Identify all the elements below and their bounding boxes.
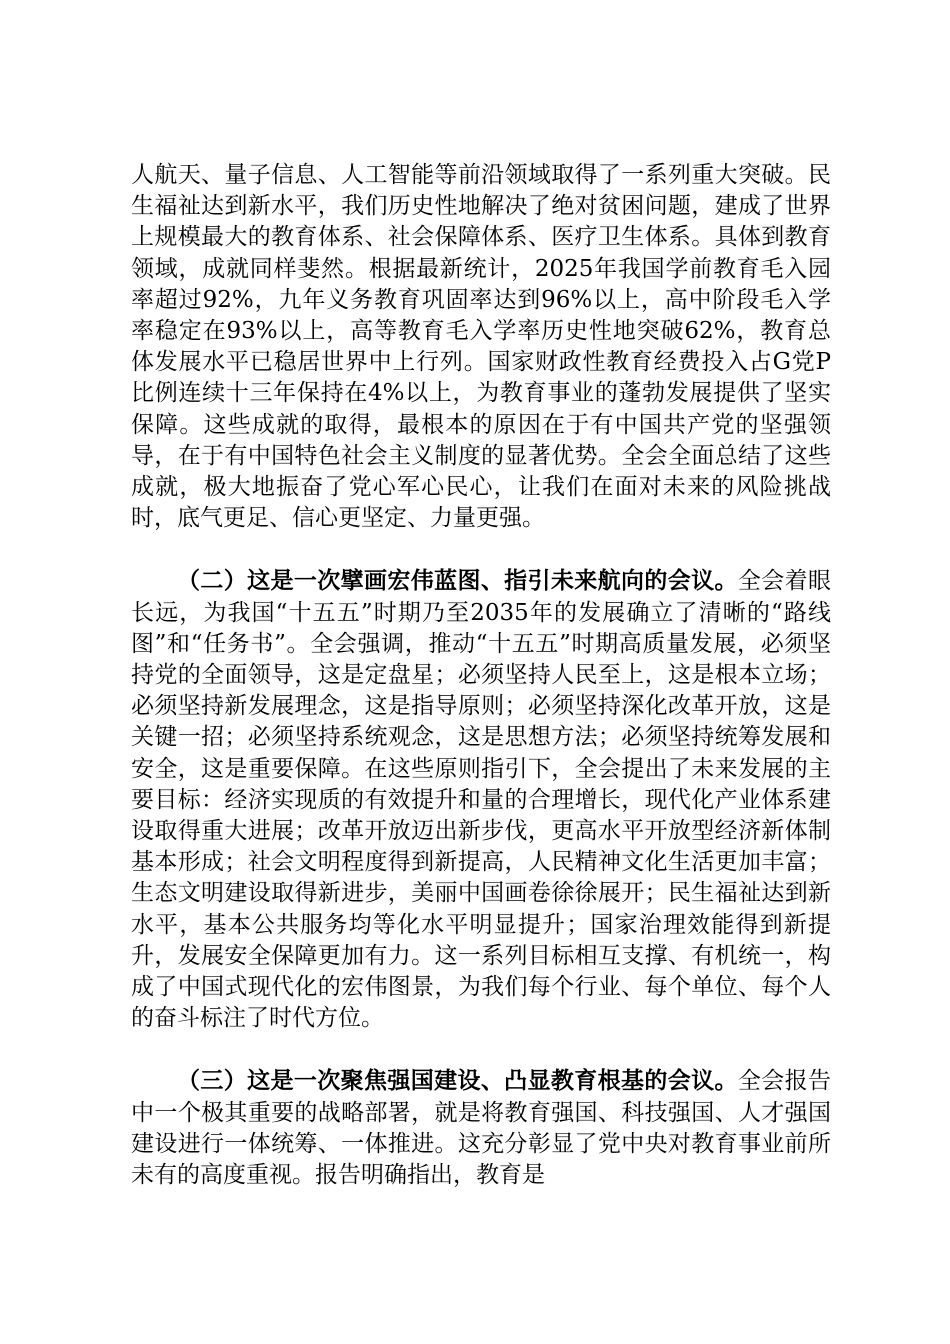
paragraph-heading: （二）这是一次擘画宏伟蓝图、指引未来航向的会议。: [177, 567, 738, 595]
paragraph-heading: （三）这是一次聚焦强国建设、凸显教育根基的会议。: [177, 1067, 738, 1095]
document-body: [131, 160, 831, 1191]
paragraph-blueprint: [131, 565, 831, 1034]
paragraph-education: [131, 1065, 831, 1191]
paragraph-text: 全会着眼长远，为我国“十五五”时期乃至2035年的发展确立了清晰的“路线图”和“任务书”。全会强调，推动“十五五”时期高质量发展，必须坚持党的全面领导，这是定盘星；必须坚持人民至上，这是根本立场；必须坚持新发展理念，这是指导原则；必须坚持深化改革开放，这是关键一招；必须坚持系统观念，这是思想方法；必须坚持统筹发展和安全，这是重要保障。在这些原则指引下，全会提出了未来发展的主要目标：经济实现质的有效提升和量的合理增长，现代化产业体系建设取得重大进展；改革开放迈出新步伐，更高水平开放型经济新体制基本形成；社会文明程度得到新提高，人民精神文化生活更加丰富；生态文明建设取得新进步，美丽中国画卷徐徐展开；民生福祉达到新水平，基本公共服务均等化水平明显提升；国家治理效能得到新提升，发展安全保障更加有力。这一系列目标相互支撑、有机统一，构成了中国式现代化的宏伟图景，为我们每个行业、每个单位、每个人的奋斗标注了时代方位。: [131, 568, 832, 1032]
paragraph-achievements: [131, 160, 831, 534]
paragraph-text: 人航天、量子信息、人工智能等前沿领域取得了一系列重大突破。民生福祉达到新水平，我们历史性地解决了绝对贫困问题，建成了世界上规模最大的教育体系、社会保障体系、医疗卫生体系。具体到教育领域，成就同样斐然。根据最新统计，2025年我国学前教育毛入园率超过92%，九年义务教育巩固率达到96%以上，高中阶段毛入学率稳定在93%以上，高等教育毛入学率历史性地突破62%，教育总体发展水平已稳居世界中上行列。国家财政性教育经费投入占G党P比例连续十三年保持在4%以上，为教育事业的蓬勃发展提供了坚实保障。这些成就的取得，最根本的原因在于有中国共产党的坚强领导，在于有中国特色社会主义制度的显著优势。全会全面总结了这些成就，极大地振奋了党心军心民心，让我们在面对未来的风险挑战时，底气更足、信心更坚定、力量更强。: [131, 162, 831, 532]
paragraph-text: 全会报告中一个极其重要的战略部署，就是将教育强国、科技强国、人才强国建设进行一体统筹、一体推进。这充分彰显了党中央对教育事业前所未有的高度重视。报告明确指出，教育是: [131, 1068, 832, 1189]
